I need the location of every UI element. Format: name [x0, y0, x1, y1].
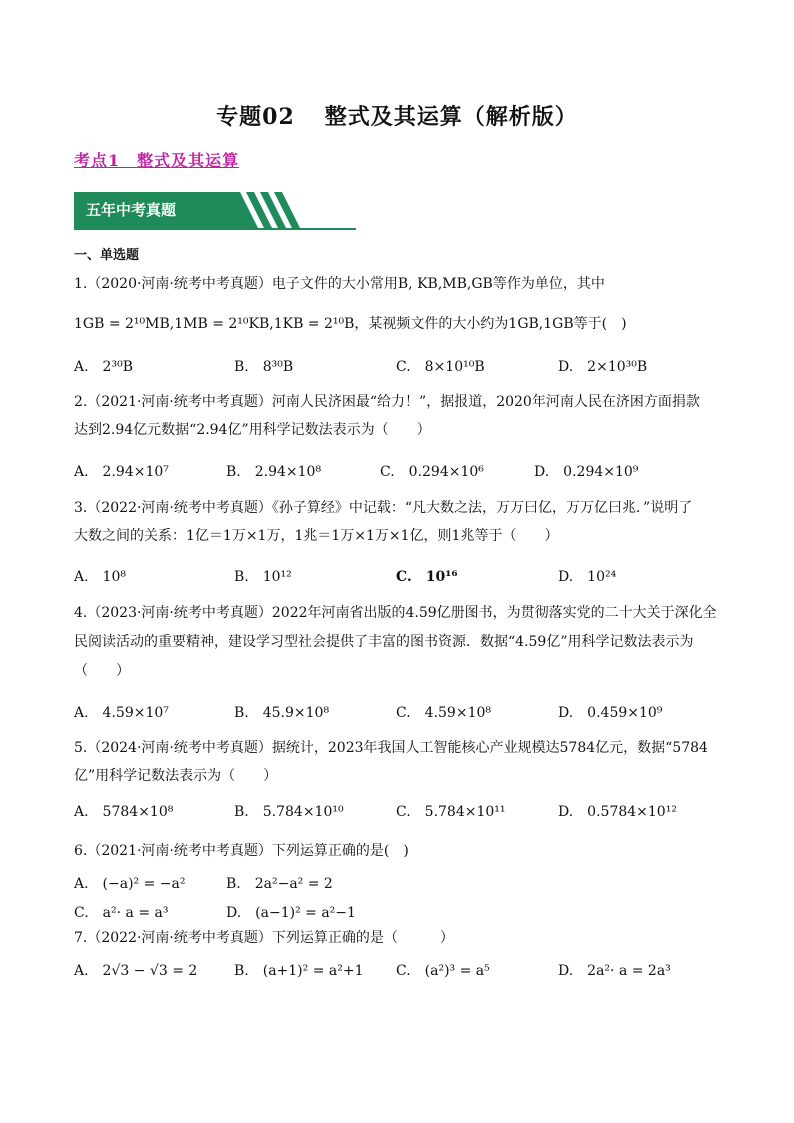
question-4-options	[74, 702, 724, 726]
option-a[interactable]: A. 2³⁰B	[74, 359, 133, 375]
option-b[interactable]: B. 45.9×10⁸	[234, 705, 330, 721]
question-3-options	[74, 566, 724, 590]
question-5-stem-line2: 亿”用科学记数法表示为（ ）	[74, 768, 278, 784]
question-7-stem: 7.（2022·河南·统考中考真题）下列运算正确的是（ ）	[74, 930, 454, 946]
question-1-stem-line1: 1.（2020·河南·统考中考真题）电子文件的大小常用B, KB,MB,GB等作为单位，其中	[74, 276, 605, 292]
question-4-stem-line2: 民阅读活动的重要精神，建设学习型社会提供了丰富的图书资源．数据“4.59亿”用科学记数法表示为	[74, 634, 694, 650]
question-1-options	[74, 356, 724, 380]
question-6-options-row2	[74, 902, 724, 926]
option-d[interactable]: D. 10²⁴	[558, 569, 617, 585]
option-a[interactable]: A. 2.94×10⁷	[74, 464, 169, 480]
question-7-options	[74, 960, 724, 984]
banner-underline	[74, 228, 356, 230]
option-a[interactable]: A. 2√3 − √3 = 2	[74, 963, 198, 979]
option-d[interactable]: D. (a−1)² = a²−1	[226, 905, 356, 921]
option-d[interactable]: D. 0.294×10⁹	[534, 464, 639, 480]
question-3-stem-line2: 大数之间的关系：1亿＝1万×1万，1兆＝1万×1万×1亿，则1兆等于（ ）	[74, 528, 559, 544]
option-b[interactable]: B. 2a²−a² = 2	[226, 876, 333, 892]
question-3-stem-line1: 3.（2022·河南·统考中考真题）《孙子算经》中记载：“凡大数之法，万万曰亿，万万亿曰兆．”说明了	[74, 500, 693, 516]
option-c[interactable]: C. a²· a = a³	[74, 905, 169, 921]
option-c[interactable]: C. (a²)³ = a⁵	[396, 963, 490, 979]
question-5-stem-line1: 5.（2024·河南·统考中考真题）据统计，2023年我国人工智能核心产业规模达5784亿元，数据“5784	[74, 740, 708, 756]
section-kaodian-heading: 考点1 整式及其运算	[74, 151, 240, 170]
option-d[interactable]: D. 0.5784×10¹²	[558, 804, 677, 820]
option-b[interactable]: B. 10¹²	[234, 569, 292, 585]
title-topic-name: 整式及其运算（解析版）	[324, 104, 578, 130]
option-b[interactable]: B. 8³⁰B	[234, 359, 294, 375]
question-2-stem-line2: 达到2.94亿元数据“2.94亿”用科学记数法表示为（ ）	[74, 422, 431, 438]
option-b[interactable]: B. (a+1)² = a²+1	[234, 963, 364, 979]
option-c[interactable]: C. 5.784×10¹¹	[396, 804, 506, 820]
section-heading-single-choice: 一、单选题	[74, 248, 140, 263]
question-2-options	[74, 461, 724, 485]
option-b[interactable]: B. 2.94×10⁸	[226, 464, 322, 480]
option-a[interactable]: A. 5784×10⁸	[74, 804, 174, 820]
option-c[interactable]: C. 10¹⁶	[396, 569, 458, 585]
option-c[interactable]: C. 0.294×10⁶	[380, 464, 484, 480]
banner-stripes-icon	[224, 192, 324, 228]
option-d[interactable]: D. 0.459×10⁹	[558, 705, 663, 721]
question-2-stem-line1: 2.（2021·河南·统考中考真题）河南人民济困最“给力！”，据报道，2020年河南人民在济困方面捐款	[74, 394, 700, 410]
title-topic-number: 专题02	[216, 104, 295, 130]
option-d[interactable]: D. 2a²· a = 2a³	[558, 963, 671, 979]
banner-label: 五年中考真题	[74, 192, 240, 228]
question-4-stem-line1: 4.（2023·河南·统考中考真题）2022年河南省出版的4.59亿册图书，为贯彻落实党的二十大关于深化全	[74, 605, 717, 621]
question-1-stem-line2: 1GB = 2¹⁰MB,1MB = 2¹⁰KB,1KB = 2¹⁰B，某视频文件的大小约为1GB,1GB等于( )	[74, 316, 627, 332]
question-5-options	[74, 801, 724, 825]
page-title	[0, 100, 794, 131]
question-4-stem-line3: （ ）	[74, 663, 130, 679]
option-b[interactable]: B. 5.784×10¹⁰	[234, 804, 344, 820]
option-a[interactable]: A. (−a)² = −a²	[74, 876, 186, 892]
option-a[interactable]: A. 4.59×10⁷	[74, 705, 169, 721]
option-a[interactable]: A. 10⁸	[74, 569, 126, 585]
question-6-stem: 6.（2021·河南·统考中考真题）下列运算正确的是( )	[74, 843, 409, 859]
question-6-options-row1	[74, 873, 724, 897]
banner-five-year-exam	[74, 192, 356, 230]
option-c[interactable]: C. 8×10¹⁰B	[396, 359, 485, 375]
option-d[interactable]: D. 2×10³⁰B	[558, 359, 648, 375]
option-c[interactable]: C. 4.59×10⁸	[396, 705, 491, 721]
